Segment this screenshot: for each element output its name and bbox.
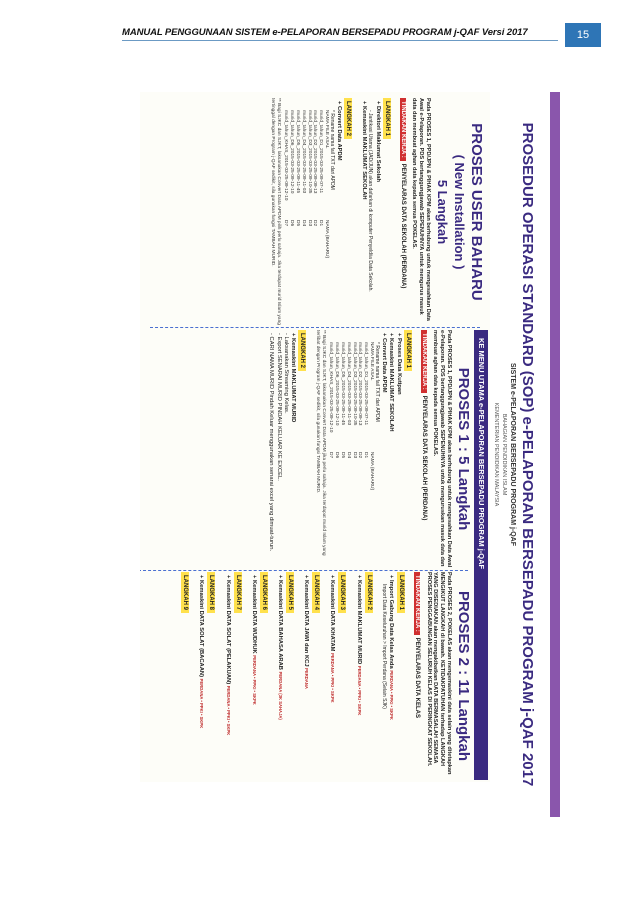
col3-tindakan [413, 572, 421, 780]
poster-ministry: KEMENTERIAN PENDIDIKAN MALAYSIA [493, 402, 499, 507]
col2-note: ** Bagi SJKC dan SJKT, laksanakan Convert Data APDM jika perlu sahaja. Jika terdapat murid Islam yang terlibat dengan Program j-QAF sedikit, sila gunakan fungsi TAMBAH MURID. [314, 330, 326, 556]
col3-step-label: LANGKAH 6 [260, 572, 268, 613]
col2-table-head: NAMA FILE ASALNAMA (BAHARU) [369, 342, 374, 491]
col3-step-item: + Kemaskini DATA WUDHUK PERDANA • PPKI • SKPK [250, 575, 257, 705]
table-row: murid_tahun_D1_2015-03-25-09-07-11D1 [363, 342, 369, 459]
col2-item: + Convert Data APDM [381, 333, 388, 393]
col1-title-b: ( New Installation ) [452, 154, 467, 270]
table-row: murid_tahun_D2_2015-03-25-09-09-13D2 [357, 342, 363, 459]
col2-description: Pada PROSES 1, PPD/JPN & PIHAK KPM akan berhubung untuk mengesahkan Data Awal e-Pelaporan. PDS bertanggungjawab SEPENUHNYA untuk menguruskan masuk data dan membuat aghan data kepada semua POKELAS. [432, 330, 452, 568]
poster-top-band [550, 92, 560, 817]
table-row: murid_tahun_D3_2015-03-25-09-10-35D3 [306, 110, 312, 227]
col1-item: + Direktori Maklumat Sekolah [374, 101, 381, 183]
table-row: murid_tahun_KHAS_2015-03-25-09-12-10D7 [328, 342, 334, 459]
col2-title: PROSES 1 : 5 Langkah [455, 367, 472, 531]
col3-step-label: LANGKAH 3 [338, 572, 346, 613]
table-row: murid_tahun_D6_2015-03-25-09-12-10D6 [334, 342, 340, 459]
col1-table-head: NAMA FILE ASALNAMA (BAHARU) [324, 110, 329, 259]
col2-item: + Kemaskini MAKLUMAT SEKOLAH [388, 333, 395, 432]
menu-utama-band: KE MENU UTAMA e-PELAPORAN BERSEPADU PROGRAM j-QAF [474, 330, 488, 780]
poster-main-title: PROSEDUR OPERASI STANDARD (SOP) e-PELAPORAN BERSEPADU PROGRAM j-QAF 2017 [519, 122, 536, 787]
col1-item: + Kemaskini MAKLUMAT SEKOLAH [361, 101, 368, 200]
col1-tindakan [399, 98, 407, 326]
tindakan-text: PENYELARAS DATA SEKOLAH (PERDANA) [420, 395, 427, 521]
page-number: 15 [565, 23, 601, 47]
sop-poster [140, 92, 560, 817]
col3-step-item: + Import Gabung Data Kelas Anda PERDANA • PPKI • SKPK [387, 575, 394, 720]
col3-step-label: LANGKAH 7 [234, 572, 242, 613]
col1-item: + Convert Data APDM [336, 101, 343, 161]
col1-langkah-2: LANGKAH 2 [344, 98, 352, 139]
col2-langkah-1: LANGKAH 1 [404, 330, 412, 371]
col3-step-item: + Kemaskini DATA SOLAT (PELAKUAN) PERDANA • PPKI • SKPK [224, 575, 231, 736]
col3-title: PROSES 2 : 11 Langkah [455, 590, 472, 762]
table-row: murid_tahun_KHAS_2015-03-25-09-12-10D7 [283, 110, 289, 227]
col1-title-c: 5 Langkah [435, 179, 450, 245]
poster-right-margin [140, 782, 490, 817]
column-proses-2 [140, 572, 472, 780]
column-user-baharu [145, 98, 485, 326]
col2-langkah-2: LANGKAH 2 [298, 330, 306, 371]
col1-note: ** Bagi SJKC dan SJKT, laksanakan Convert Data APDM pilih perlu sahaja. Jika terdapat murid Islam yang tertinggal dengan Program j-QAF sedikit, sila gunakan fungsi TAMBAH MURID. [269, 98, 281, 325]
col1-item: - Jantikasi Utama (JAD/JUN) akan dafarkan di komputer Penyeldiia Data Sekolah. [367, 110, 374, 292]
col2-item: - Laksanakan Streaming Kelas. [282, 333, 289, 414]
col3-step-label: LANGKAH 1 [397, 572, 405, 613]
col2-item: - Export SENARAI MURID PINDAH KELUAR KE EXCEL. [275, 333, 282, 481]
col3-description: Pada PROSES 2, POKELAS akan mengemaskini data selain yang ditetapkan MENGIKUT LANGKAH di bawah. KETIDAKPATUHAN terhadap LANGKAH YANG DISEDIAKAN akan mengakibatkan DATA BERMASALAH SEMASA PROSES PENGGABUNGAN SELURUH KELAS DI PERINGKAT SEKOLAH. [425, 572, 452, 775]
table-row: murid_tahun_D6_2015-03-25-09-12-10D6 [289, 110, 295, 227]
col1-title-a: PROSES USER BAHARU [468, 123, 485, 301]
col3-step-item: + Kemaskini DATA SOLAT (BACAAN) PERDANA • PPKI • SKPK [198, 575, 205, 729]
tindakan-text: PENYELARAS DATA SEKOLAH (PERDANA) [399, 163, 406, 289]
column-divider [150, 327, 480, 328]
table-row: murid_tahun_D4_2015-03-25-09-11-03D4 [300, 110, 306, 227]
manual-title: MANUAL PENGGUNAAN SISTEM e-PELAPORAN BERSEPADU PROGRAM j-QAF Versi 2017 [122, 27, 528, 38]
col3-step-label: LANGKAH 9 [181, 572, 189, 613]
column-divider [140, 570, 468, 571]
col3-step-item: + Kemaskini DATA BAHASA ARAB PERDANA (3K SAHAJA) [277, 575, 283, 720]
poster-subtitle: SISTEM e-PELAPORAN BERSEPADU PROGRAM j-QAF [509, 362, 516, 547]
table-row: murid_tahun_D1_2015-03-25-09-07-11D1 [318, 110, 324, 227]
tindakan-label: TINDAKAN KERJA : [414, 572, 420, 635]
sop-poster-rotated [140, 92, 560, 817]
tindakan-label: TINDAKAN KERJA : [421, 330, 427, 393]
column-proses-1 [140, 330, 472, 568]
col3-step-label: LANGKAH 5 [286, 572, 294, 613]
col2-item: + Kemaskini MAKLUMAT MURID [290, 333, 297, 423]
table-row: murid_tahun_D4_2015-03-25-09-11-03D4 [345, 342, 351, 459]
col1-description: Pada PROSES 1, PPD/JPN & PIHAK KPM akan berhubung untuk mengesahkan Data Awal e-Pelaporan. PDS bertanggungjawab SEPENUHNYA untuk mengurus masuk data dan membuat aghan data kepada semua POKELAS. [411, 98, 431, 321]
page-header [0, 0, 638, 60]
poster-header [490, 92, 550, 817]
tindakan-label: TINDAKAN KERJA : [400, 98, 406, 161]
poster-division: BAHAGIAN PENDIDIKAN ISLAM [501, 413, 507, 496]
col1-item: * Rename nama fail TXT dari APDM [329, 110, 335, 190]
header-rule [122, 40, 558, 41]
col3-step-label: LANGKAH 8 [207, 572, 215, 613]
col3-step-item: + Kemaskini DATA KHATAM PERDANA • PPKI • SKPK [329, 575, 336, 703]
col3-step-label: LANGKAH 4 [312, 572, 320, 613]
col2-item: * Rename nama fail TXT dari APDM [374, 342, 380, 422]
tindakan-text: PENYELARAS DATA KELAS [413, 637, 420, 719]
col2-tindakan [420, 330, 428, 568]
col3-step-label: LANGKAH 2 [365, 572, 373, 613]
col2-item: + Proses Data Kutipan [395, 333, 402, 395]
table-row: murid_tahun_D5_2015-03-25-09-11-45D5 [295, 110, 301, 227]
col3-step-item: + Kemaskini MAKLUMAT MURID PERDANA • PPKI • SKPK [355, 575, 362, 716]
table-row: murid_tahun_D2_2015-03-25-09-09-13D2 [312, 110, 318, 227]
col3-step-sub: Import Data Keseluruhan > Import Perdana (Selain SJK) [380, 584, 387, 709]
table-row: murid_tahun_D3_2015-03-25-09-10-35D3 [351, 342, 357, 459]
table-row: murid_tahun_D5_2015-03-25-09-11-45D5 [340, 342, 346, 459]
col3-step-item: + Kemaskini DATA JAWI dan KCJ PERDANA [303, 575, 310, 689]
col2-item: - CARI NAMA MURID Pindah Keluar menggunakan senarai excel yang dimuat-turun. [268, 333, 275, 552]
col1-langkah-1: LANGKAH 1 [383, 98, 391, 139]
